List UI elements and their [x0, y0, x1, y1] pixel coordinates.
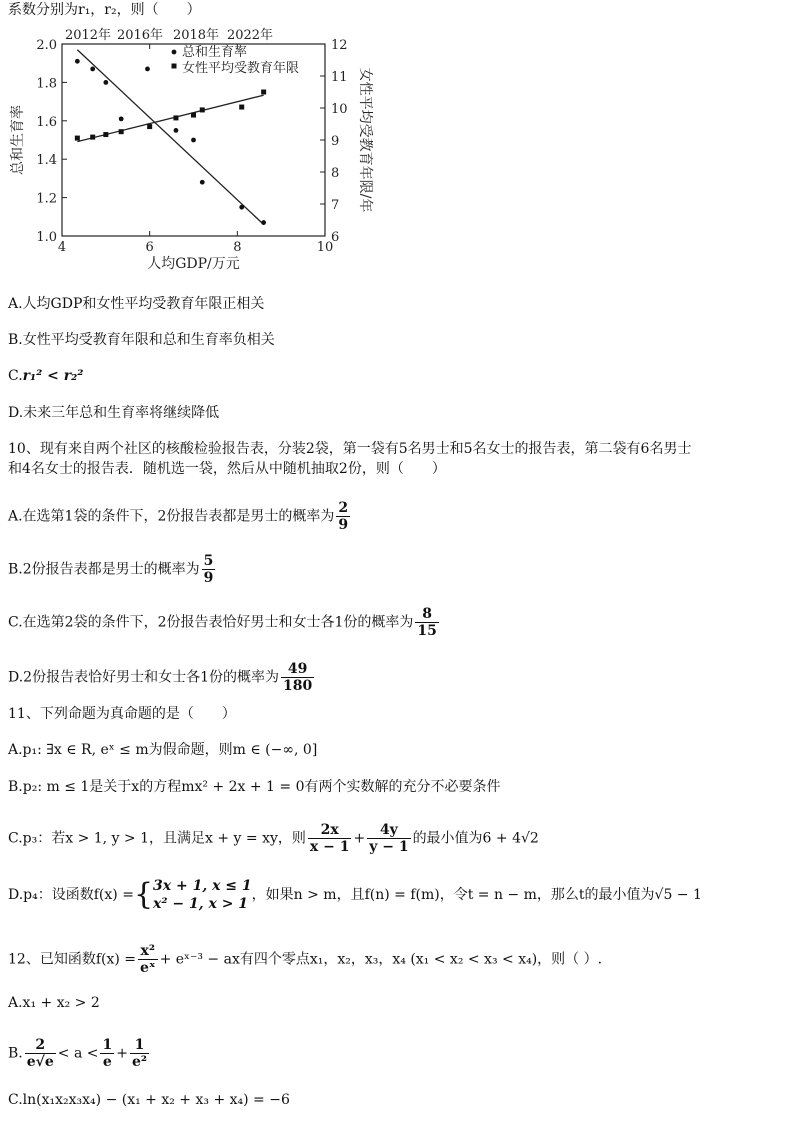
fraction-numerator: 1 [102, 1037, 113, 1053]
top-year-label: 2018年 [172, 28, 220, 43]
right-tick-label: 6 [331, 230, 340, 245]
q12-option-b-fraction-1 [25, 1037, 56, 1070]
fertility-point [119, 116, 124, 121]
education-point [239, 105, 244, 110]
left-tick-label: 1.0 [36, 230, 57, 245]
fertility-point [191, 138, 196, 143]
fraction-denominator: 9 [338, 517, 349, 533]
q9-option-c-math: r₁² < r₂² [22, 368, 84, 384]
q9-option-d: D.未来三年总和生育率将继续降低 [8, 405, 220, 421]
q10-stem-line2: 和4名女士的报告表．随机选一袋，然后从中随机抽取2份，则（ ） [8, 461, 446, 477]
right-tick-label: 11 [331, 70, 348, 85]
fraction-denominator: x − 1 [309, 839, 350, 855]
q10-stem-line1: 10、现有来自两个社区的核酸检验报告表，分装2袋，第一袋有5名男士和5名女士的报告表，第二袋有6名男士 [8, 441, 692, 457]
fraction-numerator: 2x [308, 822, 352, 839]
fertility-point [200, 180, 205, 185]
q12-option-c: C.ln(x₁x₂x₃x₄) − (x₁ + x₂ + x₃ + x₄) = −6 [8, 1092, 290, 1108]
q10-option-a [8, 500, 352, 533]
scatter-chart [0, 18, 380, 273]
top-year-label: 2012年 [64, 28, 112, 43]
q11-option-b: B.p₂: m ≤ 1是关于x的方程mx² + 2x + 1 = 0有两个实数解的充分不必要条件 [8, 779, 501, 795]
fertility-point [75, 59, 80, 64]
legend-label: 女性平均受教育年限 [182, 61, 300, 76]
fertility-point [239, 205, 244, 210]
fraction-denominator: e² [131, 1054, 148, 1070]
education-point [191, 113, 196, 118]
q9-option-c-prefix: C. [8, 368, 23, 384]
q10-option-a-text: A.在选第1袋的条件下，2份报告表都是男士的概率为 [8, 508, 335, 525]
q10-option-b [8, 553, 217, 586]
piecewise-case-2: x² − 1, x > 1 [153, 896, 249, 912]
fraction-numerator: 2 [338, 500, 349, 516]
fertility-point [174, 128, 179, 133]
fertility-point [90, 67, 95, 72]
fraction-numerator: x² [138, 943, 158, 960]
q11-stem: 11、下列命题为真命题的是（ ） [8, 706, 236, 722]
fertility-point [145, 67, 150, 72]
x-tick-label: 6 [145, 240, 154, 255]
left-tick-label: 2.0 [36, 38, 57, 53]
q10-option-c-text: C.在选第2袋的条件下，2份报告表恰好男士和女士各1份的概率为 [8, 614, 414, 631]
q12-option-b-fraction-2 [100, 1037, 114, 1070]
fraction-denominator: e√e [26, 1054, 54, 1070]
q12-stem [8, 943, 602, 976]
legend-label: 总和生育率 [182, 45, 248, 60]
fertility-point [261, 220, 266, 225]
q11-option-c-fraction-1 [308, 822, 352, 855]
q10-option-a-fraction [336, 500, 350, 533]
fraction-denominator: eˣ [140, 960, 156, 976]
q12-option-b-inequality: < a < [57, 1045, 99, 1062]
q11-option-c-post: 的最小值为6 + 4√2 [412, 830, 539, 847]
top-year-label: 2022年 [226, 28, 274, 43]
x-tick-label: 4 [57, 240, 67, 255]
q11-option-a: A.p₁: ∃x ∈ R, eˣ ≤ m为假命题，则m ∈ (−∞, 0] [8, 742, 318, 758]
fraction-numerator: 2 [25, 1037, 56, 1054]
fraction-numerator: 5 [203, 553, 214, 569]
q10-option-d-text: D.2份报告表恰好男士和女士各1份的概率为 [8, 669, 279, 686]
fraction-denominator: y − 1 [369, 839, 409, 855]
fraction-denominator: 9 [203, 570, 214, 586]
q12-option-a: A.x₁ + x₂ > 2 [8, 995, 100, 1011]
q12-function-fraction [138, 943, 158, 976]
education-point [119, 129, 124, 134]
education-point [261, 90, 266, 95]
q10-option-d-fraction [281, 661, 314, 694]
q11-option-d-pre: D.p₄：设函数f(x) = [8, 887, 134, 903]
x-axis-title: 人均GDP/万元 [147, 256, 240, 272]
q10-option-d [8, 661, 316, 694]
q12-stem-pre: 12、已知函数f(x) = [8, 951, 136, 968]
x-tick-label: 8 [233, 240, 242, 255]
education-point [173, 115, 178, 120]
q9-option-b: B.女性平均受教育年限和总和生育率负相关 [8, 332, 275, 348]
fertility-point [103, 80, 108, 85]
fraction-numerator: 8 [415, 606, 438, 623]
legend-dot-marker [172, 50, 177, 55]
fraction-numerator: 4y [367, 822, 410, 839]
q12-option-b-prefix: B. [8, 1045, 23, 1062]
fraction-numerator: 1 [130, 1037, 149, 1054]
q12-stem-post: + eˣ⁻³ − ax有四个零点x₁，x₂，x₃，x₄ (x₁ < x₂ < x₃ < x₄)，则（ ）. [159, 951, 603, 968]
q10-option-b-text: B.2份报告表都是男士的概率为 [8, 561, 200, 578]
education-point [147, 124, 152, 129]
q10-option-c-fraction [415, 606, 438, 639]
piecewise-case-1: 3x + 1, x ≤ 1 [153, 878, 252, 894]
left-tick-label: 1.4 [36, 153, 57, 169]
fraction-denominator: 180 [283, 678, 313, 694]
left-tick-label: 1.8 [36, 76, 57, 92]
q12-option-b [8, 1037, 151, 1070]
x-tick-label: 10 [316, 240, 334, 255]
right-tick-label: 10 [331, 102, 348, 117]
left-tick-label: 1.2 [36, 191, 57, 207]
q9-option-a: A.人均GDP和女性平均受教育年限正相关 [8, 296, 265, 312]
right-tick-label: 7 [331, 198, 340, 213]
q12-option-b-fraction-3 [130, 1037, 149, 1070]
plus-sign: + [353, 830, 366, 847]
right-tick-label: 8 [331, 166, 340, 181]
q11-option-c-pre: C.p₃：若x > 1, y > 1，且满足x + y = xy，则 [8, 830, 306, 847]
legend-square-marker [172, 64, 177, 69]
fraction-numerator: 49 [281, 661, 314, 678]
right-axis-title: 女性平均受教育年限/年 [357, 67, 373, 213]
education-point [75, 136, 80, 141]
plus-sign: + [116, 1045, 128, 1062]
q10-option-c [8, 606, 441, 639]
right-tick-label: 12 [331, 38, 348, 53]
piecewise-cases [153, 877, 252, 913]
left-axis-title: 总和生育率 [10, 105, 26, 175]
q11-option-c [8, 822, 539, 855]
piecewise-brace: { [133, 877, 154, 912]
fraction-denominator: 15 [417, 623, 437, 639]
top-year-label: 2016年 [116, 28, 164, 43]
education-point [200, 107, 205, 112]
header-line: 系数分别为r₁，r₂，则（ ） [8, 2, 201, 18]
left-tick-label: 1.6 [36, 114, 57, 130]
education-point [90, 135, 95, 140]
q11-option-d-post: ，如果n > m，且f(n) = f(m)，令t = n − m，那么t的最小值为√5 − 1 [251, 887, 702, 903]
education-point [103, 132, 108, 137]
right-tick-label: 9 [331, 134, 340, 149]
q11-option-c-fraction-2 [367, 822, 410, 855]
fraction-denominator: e [102, 1054, 112, 1070]
q10-option-b-fraction [202, 553, 216, 586]
q9-option-c [8, 366, 83, 386]
q11-option-d [8, 877, 702, 913]
